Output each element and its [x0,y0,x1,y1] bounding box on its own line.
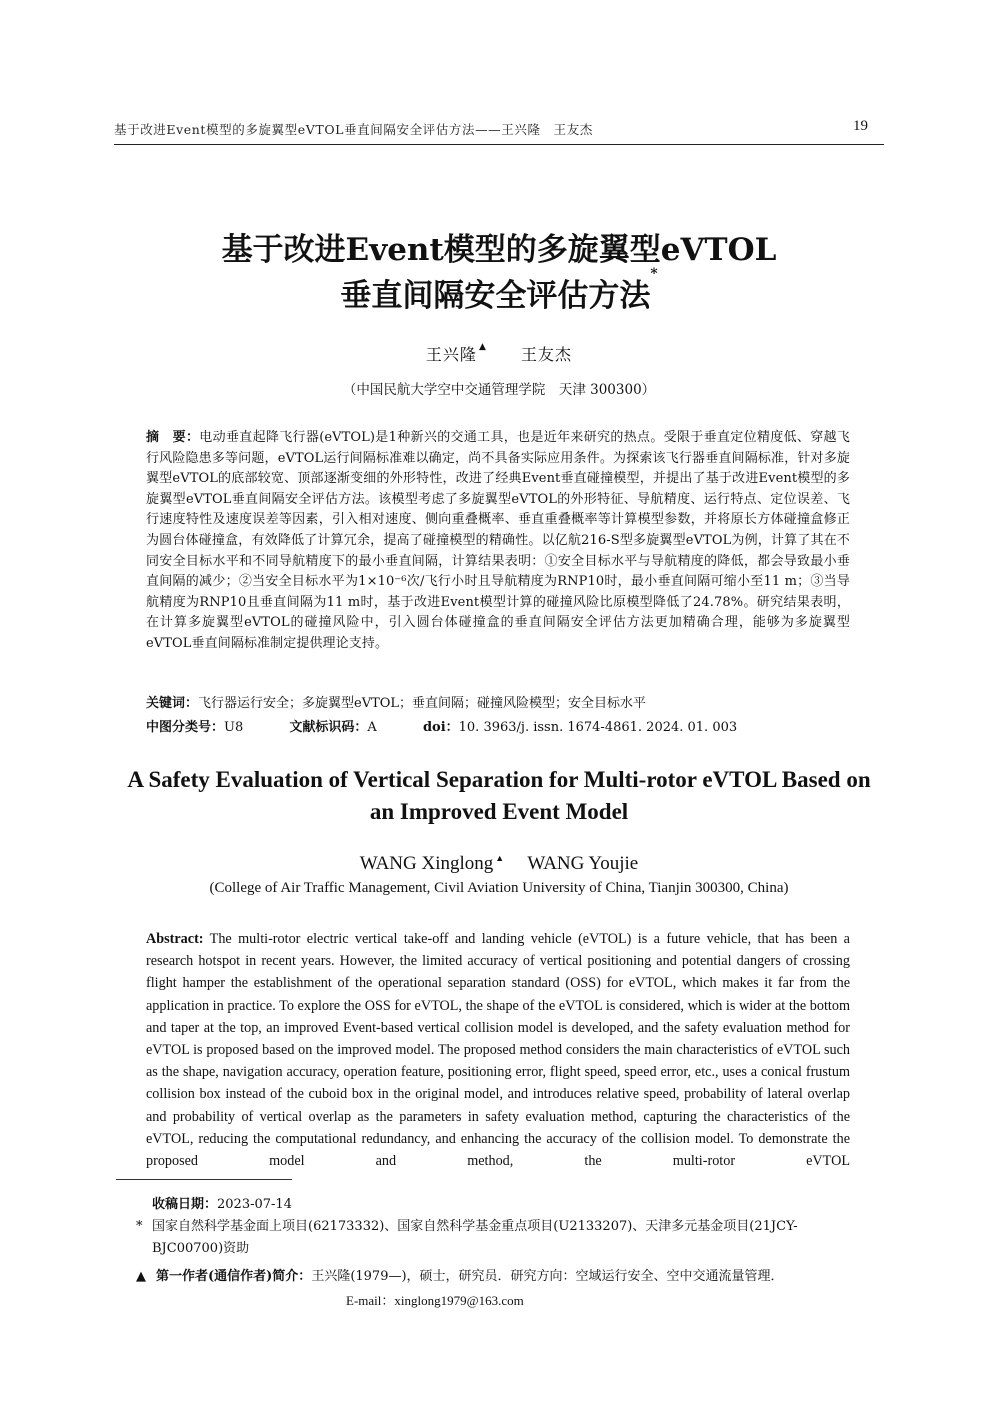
author-1-zh: 王兴隆 [425,345,477,364]
running-header [114,118,884,145]
chinese-abstract-text: 电动垂直起降飞行器(eVTOL)是1种新兴的交通工具，也是近年来研究的热点。受限于垂直定位精度低、穿越飞行风险隐患多等问题，eVTOL运行间隔标准难以确定，尚不具备实际应用条件。为探索该飞行器垂直间隔标准，针对多旋翼型eVTOL的底部较宽、顶部逐渐变细的外形特性，改进了经典Event垂直碰撞模型，并提出了基于改进Event模型的多旋翼型eVTOL垂直间隔安全评估方法。该模型考虑了多旋翼型eVTOL的外形特征、导航精度、运行特点、定位误差、飞行速度特性及速度误差等因素，引入相对速度、侧向重叠概率、垂直重叠概率等计算模型参数，并将原长方体碰撞盒修正为圆台体碰撞盒，有效降低了计算冗余，提高了碰撞模型的精确性。以亿航216-S型多旋翼型eVTOL为例，计算了其在不同安全目标水平和不同导航精度下的最小垂直间隔，计算结果表明：①安全目标水平与导航精度的降低，都会导致最小垂直间隔的减少；②当安全目标水平为1×10⁻⁶次/飞行小时且导航精度为RNP10时，最小垂直间隔可缩小至11 m；③当导航精度为RNP10且垂直间隔为11 m时，基于改进Event模型计算的碰撞风险比原模型降低了24.78%。研究结果表明，在计算多旋翼型eVTOL的碰撞风险中，引入圆台体碰撞盒的垂直间隔安全评估方法更加精确合理，能够为多旋翼型eVTOL垂直间隔标准制定提供理论支持。 [146,430,850,651]
english-authors [114,853,884,875]
corresponding-author-mark-en: ▲ [495,853,505,863]
funding-star-mark: * [650,266,658,282]
chinese-abstract-label: 摘 要： [146,430,200,445]
author-1-en: WANG Xinglong [359,853,494,874]
author-bio-text: 王兴隆(1979—)，硕士，研究员．研究方向：空域运行安全、空中交通流量管理． [311,1269,784,1284]
funding-footnote-mark: * [136,1219,143,1234]
chinese-title-line1: 基于改进Event模型的多旋翼型eVTOL [221,232,777,268]
chinese-title-line2: 垂直间隔安全评估方法* [340,266,658,314]
doc-code-value: A [367,720,377,735]
funding-text-line1: 国家自然科学基金面上项目(62173332)、国家自然科学基金重点项目(U2133207)、天津多元基金项目(21JCY- [152,1219,798,1234]
footnote-divider [116,1179,292,1180]
author-bio-label: 第一作者(通信作者)简介： [156,1269,312,1284]
running-title: 基于改进Event模型的多旋翼型eVTOL垂直间隔安全评估方法——王兴隆 王友杰 [114,122,593,137]
received-date: 2023-07-14 [217,1197,292,1212]
doi-value: 10. 3963/j. issn. 1674-4861. 2024. 01. 003 [458,720,738,735]
english-title: A Safety Evaluation of Vertical Separation for Multi-rotor eVTOL Based on an Improved Event Model [127,767,871,824]
clc-value: U8 [224,720,244,735]
author-email: E-mail：xinglong1979@163.com [346,1293,524,1308]
received-date-footnote [152,1194,292,1216]
doi-label: doi： [422,720,459,735]
author-2-en: WANG Youjie [527,853,639,874]
chinese-authors [114,342,884,365]
chinese-keywords [146,692,850,711]
keywords-text: 飞行器运行安全；多旋翼型eVTOL；垂直间隔；碰撞风险模型；安全目标水平 [198,696,647,711]
english-abstract-text: The multi-rotor electric vertical take-off and landing vehicle (eVTOL) is a future vehicle, that has been a research hotspot in recent years. However, the limited accuracy of vertical positioning and potential dangers of crossing flight hamper the establishment of the operational separation standard (OSS) for eVTOL, which makes it far from the application in practice. To explore the OSS for eVTOL, the shape of the eVTOL is considered, which is wider at the bottom and taper at the top, an improved Event-based vertical collision model is developed, and the safety evaluation method for eVTOL is proposed based on the improved model. The proposed method considers the main characteristics of eVTOL such as the shape, navigation accuracy, operation feature, positioning error, flight speed, speed error, etc., uses a conical frustum collision box instead of the cuboid box in the original model, and introduces relative speed, probability of lateral overlap and probability of vertical overlap as the parameters in safety evaluation method, capturing the characteristics of the eVTOL, reducing the computational redundancy, and enhancing the accuracy of the collision model. To demonstrate the proposed model and method, the multi-rotor eVTOL [146,931,850,1170]
page-number: 19 [853,118,868,134]
english-abstract [146,928,850,1172]
received-label: 收稿日期： [152,1197,218,1212]
classification-line [146,716,850,735]
author-bio-footnote [136,1266,886,1288]
funding-text-line2: BJC00700)资助 [152,1241,250,1256]
chinese-abstract [146,428,850,655]
keywords-label: 关键词： [146,696,199,711]
doc-code-label: 文献标识码： [289,720,368,735]
corresponding-author-mark: ▲ [478,342,487,352]
english-affiliation: (College of Air Traffic Management, Civil Aviation University of China, Tianjin 300300, China) [209,880,789,896]
english-abstract-label: Abstract: [146,931,204,947]
chinese-affiliation: （中国民航大学空中交通管理学院 天津 300300） [342,382,656,398]
funding-footnote [136,1216,886,1260]
author-footnote-mark: ▲ [136,1269,146,1284]
author-2-zh: 王友杰 [521,345,573,364]
clc-label: 中图分类号： [146,720,225,735]
